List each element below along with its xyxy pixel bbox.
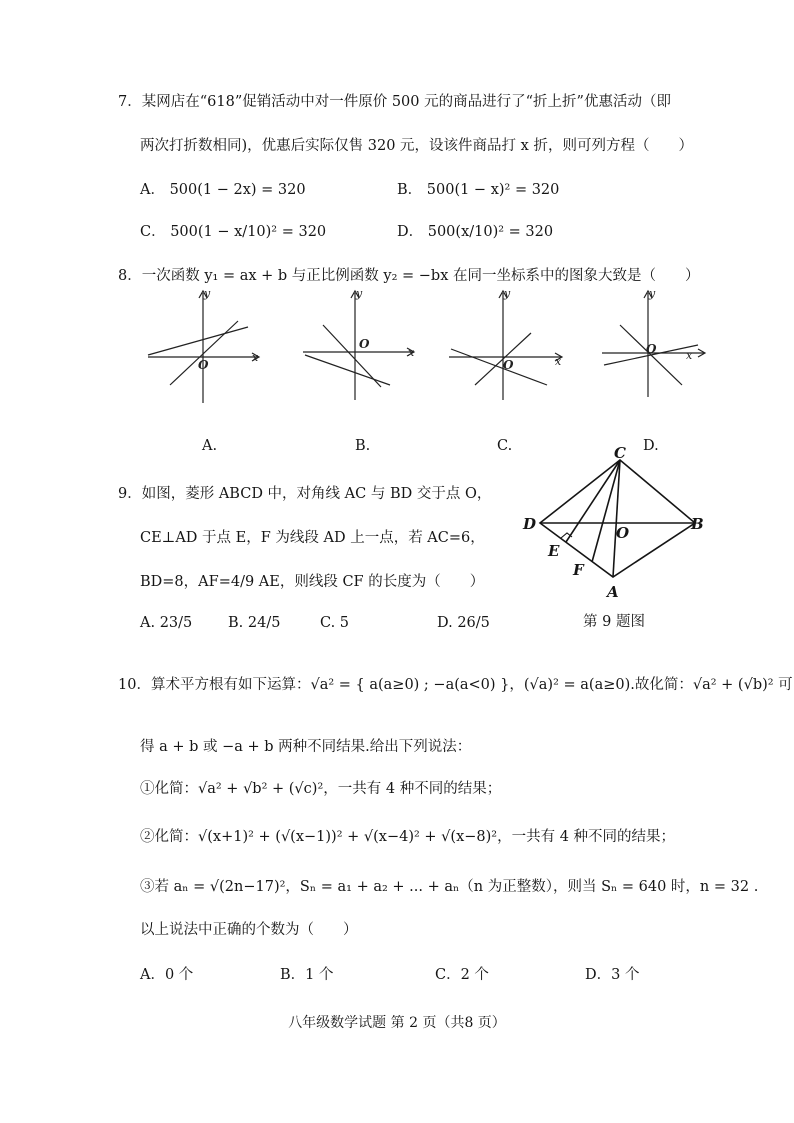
line-y1	[305, 355, 390, 385]
q7-option-b: B． 500(1 − x)² = 320	[397, 182, 560, 198]
label-F: F	[573, 561, 584, 579]
q7-option-c: C． 500(1 − x/10)² = 320	[140, 224, 327, 240]
svg-text:y: y	[649, 287, 656, 300]
q10-conclusion: 以上说法中正确的个数为（ ）	[140, 922, 358, 938]
q10-option-b: B．1 个	[280, 967, 334, 983]
q9-option-d: D. 26/5	[437, 615, 490, 631]
q8-graph-b	[295, 285, 425, 410]
label-C: C	[614, 445, 626, 462]
q10-option-d: D．3 个	[585, 967, 640, 983]
q10-line2: 得 a + b 或 −a + b 两种不同结果.给出下列说法：	[140, 739, 472, 755]
origin-label: O	[198, 358, 209, 372]
q9-line1: 9．如图，菱形 ABCD 中，对角线 AC 与 BD 交于点 O，	[118, 486, 492, 502]
q9-line2: CE⊥AD 于点 E，F 为线段 AD 上一点，若 AC=6，	[140, 530, 485, 546]
label-D: D	[523, 515, 537, 533]
right-angle-mark	[561, 533, 572, 538]
q10-item1: ①化简：√a² + √b² + (√c)²，一共有 4 种不同的结果；	[140, 781, 502, 797]
y-label: y	[204, 287, 211, 300]
line-y1	[148, 327, 248, 355]
q9-option-b: B. 24/5	[228, 615, 281, 631]
line-y2	[620, 325, 682, 385]
q7-option-d: D． 500(x/10)² = 320	[397, 224, 554, 240]
label-O: O	[616, 524, 630, 542]
q8-graph-a	[140, 285, 270, 410]
q9-rhombus-figure	[515, 445, 720, 605]
q10-line1: 10．算术平方根有如下运算：√a² = { a(a≥0) ; −a(a<0) }，(√a)² = a(a≥0).故化简：√a² + (√b)² 可	[118, 677, 793, 693]
q8-label-a: A.	[202, 438, 218, 454]
q10-item3: ③若 aₙ = √(2n−17)²，Sₙ = a₁ + a₂ + ... + aₙ（n 为正整数），则当 Sₙ = 640 时，n = 32 .	[140, 879, 759, 895]
q8-label-c: C.	[497, 438, 513, 454]
svg-text:O: O	[359, 337, 370, 351]
svg-text:O: O	[646, 342, 657, 356]
q7-option-a: A． 500(1 − 2x) = 320	[140, 182, 306, 198]
svg-text:x: x	[686, 349, 693, 362]
diagonal-AC	[613, 460, 620, 577]
label-E: E	[548, 542, 560, 560]
svg-text:O: O	[503, 358, 514, 372]
segment-CE	[566, 460, 620, 542]
line-y2	[170, 321, 238, 385]
rhombus-ABCD	[540, 460, 695, 577]
segment-CF	[592, 460, 620, 562]
label-A: A	[607, 583, 619, 601]
line-y2	[323, 325, 381, 387]
q7-line1: 7．某网店在“618”促销活动中对一件原价 500 元的商品进行了“折上折”优惠活动（即	[118, 94, 671, 110]
q9-option-a: A. 23/5	[140, 615, 193, 631]
svg-text:x: x	[555, 355, 562, 368]
svg-text:y: y	[504, 287, 511, 300]
q7-line2: 两次打折数相同)，优惠后实际仅售 320 元，设该件商品打 x 折，则可列方程（ ）	[140, 138, 693, 154]
q9-option-c: C. 5	[320, 615, 350, 631]
x-label: x	[252, 351, 259, 364]
q8-stem: 8．一次函数 y₁ = ax + b 与正比例函数 y₂ = −bx 在同一坐标系中的图象大致是（ ）	[118, 268, 700, 284]
line-y1	[451, 349, 547, 385]
q8-label-d: D.	[643, 438, 659, 454]
q8-label-b: B.	[355, 438, 371, 454]
q8-graph-d	[598, 285, 723, 410]
q10-item2: ②化简：√(x+1)² + (√(x−1))² + √(x−4)² + √(x−8)²，一共有 4 种不同的结果；	[140, 829, 676, 845]
q10-option-c: C．2 个	[435, 967, 489, 983]
page-footer: 八年级数学试题 第 2 页（共8 页）	[288, 1015, 506, 1031]
q10-option-a: A．0 个	[140, 967, 194, 983]
svg-text:y: y	[356, 287, 363, 300]
label-B: B	[691, 515, 704, 533]
svg-text:x: x	[408, 346, 415, 359]
q8-graph-c	[445, 285, 575, 410]
q9-caption: 第 9 题图	[583, 614, 645, 630]
q9-line3: BD=8，AF=4/9 AE，则线段 CF 的长度为（ ）	[140, 574, 485, 590]
